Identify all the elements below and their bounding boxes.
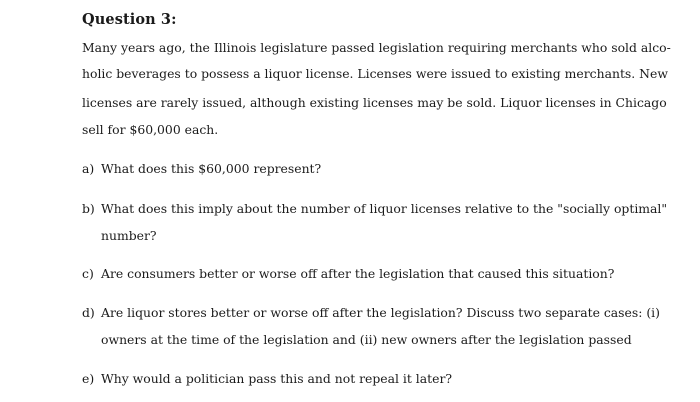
item-text: Are liquor stores better or worse off after the legislation? Discuss two separate cases: (i): [101, 305, 660, 320]
paragraph-line: Many years ago, the Illinois legislature passed legislation requiring merchants who sold alco-: [82, 40, 671, 55]
question-heading: Question 3:: [82, 11, 177, 28]
item-text: What does this imply about the number of liquor licenses relative to the "socially optimal": [101, 201, 668, 216]
item-text: Are consumers better or worse off after the legislation that caused this situation?: [101, 266, 615, 281]
question-item-b: [82, 201, 667, 217]
item-text-continuation: number?: [101, 228, 157, 243]
item-label: d): [82, 305, 95, 320]
item-text-continuation: owners at the time of the legislation and (ii) new owners after the legislation passed: [101, 332, 632, 347]
question-item-c: [82, 266, 614, 282]
item-text: What does this $60,000 represent?: [101, 161, 322, 176]
item-label: e): [82, 371, 95, 386]
question-item-d: [82, 305, 660, 321]
question-item-e: [82, 371, 452, 387]
paragraph-line: licenses are rarely issued, although existing licenses may be sold. Liquor licenses in Chicago: [82, 95, 667, 110]
paragraph-line: sell for $60,000 each.: [82, 122, 219, 137]
question-item-a: [82, 161, 321, 177]
item-label: a): [82, 161, 95, 176]
item-text: Why would a politician pass this and not repeal it later?: [101, 371, 453, 386]
item-label: c): [82, 266, 94, 281]
item-label: b): [82, 201, 95, 216]
paragraph-line: holic beverages to possess a liquor license. Licenses were issued to existing merchants. New: [82, 66, 668, 81]
